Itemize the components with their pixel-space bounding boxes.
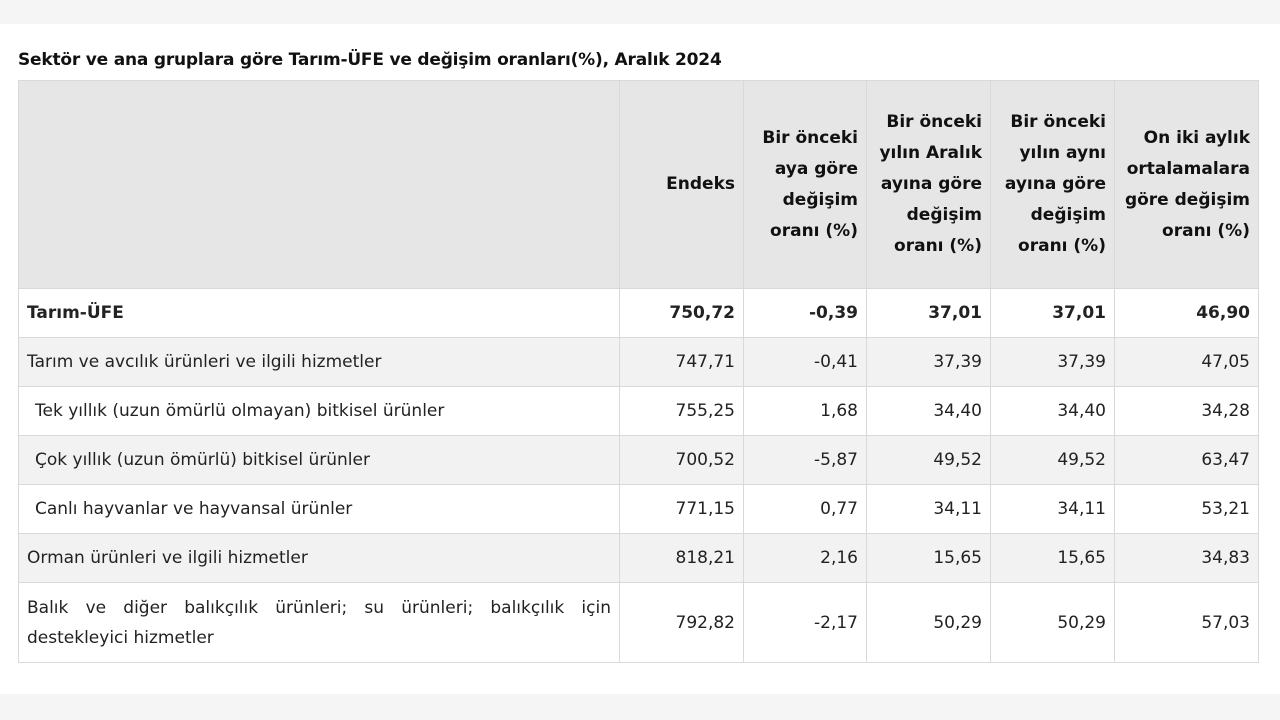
table-row [19, 436, 1259, 485]
cell-monthly-change: -5,87 [744, 436, 867, 485]
cell-monthly-change: 2,16 [744, 534, 867, 583]
cell-monthly-change: 1,68 [744, 387, 867, 436]
cell-endeks: 747,71 [620, 338, 744, 387]
cell-endeks: 700,52 [620, 436, 744, 485]
table-row [19, 534, 1259, 583]
header-label [19, 81, 620, 289]
cell-twelve-month-avg-change: 57,03 [1115, 583, 1259, 663]
cell-twelve-month-avg-change: 46,90 [1115, 289, 1259, 338]
cell-twelve-month-avg-change: 53,21 [1115, 485, 1259, 534]
cell-endeks: 771,15 [620, 485, 744, 534]
table-row [19, 485, 1259, 534]
cell-december-change: 50,29 [867, 583, 991, 663]
cell-december-change: 34,11 [867, 485, 991, 534]
cell-annual-change: 49,52 [991, 436, 1115, 485]
cell-endeks: 750,72 [620, 289, 744, 338]
row-label: Tarım ve avcılık ürünleri ve ilgili hizmetler [19, 338, 620, 387]
cell-annual-change: 37,01 [991, 289, 1115, 338]
row-label: Tek yıllık (uzun ömürlü olmayan) bitkisel ürünler [19, 387, 620, 436]
cell-december-change: 37,39 [867, 338, 991, 387]
table-title: Sektör ve ana gruplara göre Tarım-ÜFE ve değişim oranları(%), Aralık 2024 [18, 50, 722, 70]
row-label: Tarım-ÜFE [19, 289, 620, 338]
cell-endeks: 755,25 [620, 387, 744, 436]
row-label: Canlı hayvanlar ve hayvansal ürünler [19, 485, 620, 534]
row-label: Balık ve diğer balıkçılık ürünleri; su ürünleri; balıkçılık için destekleyici hizmetler [19, 583, 620, 663]
cell-annual-change: 37,39 [991, 338, 1115, 387]
cell-endeks: 792,82 [620, 583, 744, 663]
header-annual-change: Bir önceki yılın aynı ayına göre değişim oranı (%) [991, 81, 1115, 289]
cell-monthly-change: -0,39 [744, 289, 867, 338]
content-card [0, 24, 1280, 694]
cell-december-change: 37,01 [867, 289, 991, 338]
cell-annual-change: 15,65 [991, 534, 1115, 583]
cell-twelve-month-avg-change: 47,05 [1115, 338, 1259, 387]
header-december-change: Bir önceki yılın Aralık ayına göre değişim oranı (%) [867, 81, 991, 289]
row-label: Çok yıllık (uzun ömürlü) bitkisel ürünler [19, 436, 620, 485]
cell-december-change: 49,52 [867, 436, 991, 485]
cell-twelve-month-avg-change: 34,83 [1115, 534, 1259, 583]
table-header-row [19, 81, 1259, 289]
tarim-ufe-table [18, 80, 1259, 663]
cell-annual-change: 34,11 [991, 485, 1115, 534]
cell-annual-change: 50,29 [991, 583, 1115, 663]
header-monthly-change: Bir önceki aya göre değişim oranı (%) [744, 81, 867, 289]
table-row [19, 583, 1259, 663]
cell-endeks: 818,21 [620, 534, 744, 583]
cell-monthly-change: 0,77 [744, 485, 867, 534]
header-twelve-month-avg-change: On iki aylık ortalamalara göre değişim oranı (%) [1115, 81, 1259, 289]
table-row [19, 338, 1259, 387]
cell-monthly-change: -0,41 [744, 338, 867, 387]
cell-twelve-month-avg-change: 63,47 [1115, 436, 1259, 485]
header-endeks: Endeks [620, 81, 744, 289]
cell-annual-change: 34,40 [991, 387, 1115, 436]
row-label: Orman ürünleri ve ilgili hizmetler [19, 534, 620, 583]
table-row [19, 289, 1259, 338]
cell-december-change: 15,65 [867, 534, 991, 583]
cell-monthly-change: -2,17 [744, 583, 867, 663]
table-row [19, 387, 1259, 436]
cell-december-change: 34,40 [867, 387, 991, 436]
cell-twelve-month-avg-change: 34,28 [1115, 387, 1259, 436]
